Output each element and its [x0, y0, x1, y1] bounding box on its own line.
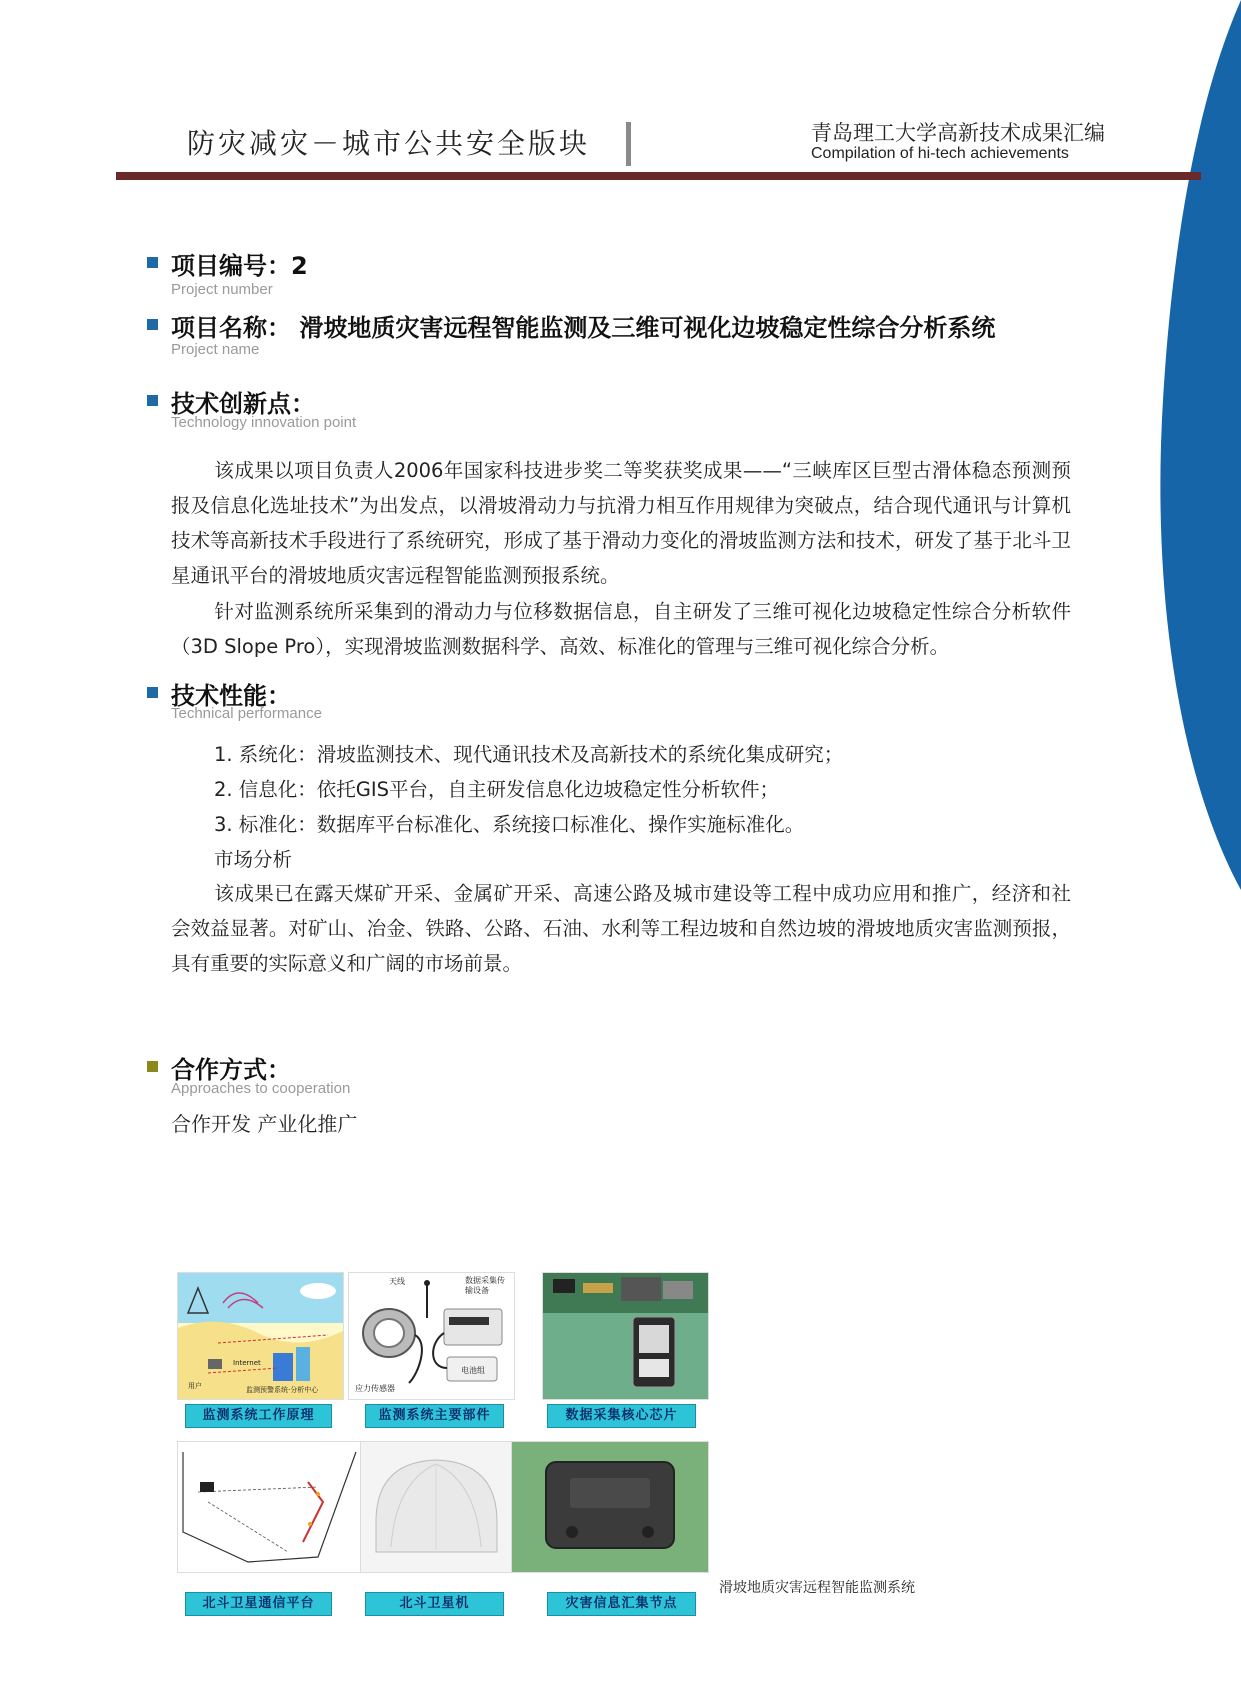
square-bullet-icon — [147, 257, 158, 268]
internet-label: Internet — [233, 1359, 261, 1367]
list-item: 1. 系统化：滑坡监测技术、现代通讯技术及高新技术的系统化集成研究； — [214, 743, 844, 766]
square-bullet-icon — [147, 1061, 158, 1072]
performance-label: 技术性能： — [171, 682, 291, 710]
battery-label: 电池组 — [461, 1366, 485, 1375]
satellite-platform-diagram — [177, 1441, 362, 1573]
stress-sensor-label: 应力传感器 — [355, 1384, 395, 1393]
square-bullet-icon — [147, 687, 158, 698]
performance-sub: Technical performance — [171, 705, 322, 722]
publication-title-en: Compilation of hi-tech achievements — [811, 145, 1069, 162]
info-node-photo — [511, 1441, 709, 1573]
project-name-sub: Project name — [171, 341, 260, 358]
square-bullet-icon — [147, 319, 158, 330]
header-rule — [116, 172, 1201, 180]
caption-core-chip: 数据采集核心芯片 — [547, 1404, 696, 1428]
project-number-label: 项目编号：2 — [171, 252, 308, 280]
working-principle-diagram — [177, 1272, 344, 1400]
market-paragraph-text: 该成果已在露天煤矿开采、金属矿开采、高速公路及城市建设等工程中成功应用和推广，经济和社会效益显著。对矿山、冶金、铁路、公路、石油、水利等工程边坡和自然边坡的滑坡地质灾害监测预报，具有重要的实际意义和广阔的市场前景。 — [171, 882, 1071, 975]
cooperation-value: 合作开发 产业化推广 — [171, 1112, 358, 1136]
decorative-blue-arc — [1151, 0, 1241, 900]
section-header-title: 防灾减灾－城市公共安全版块 — [187, 127, 591, 160]
center-label: 监测预警系统·分析中心 — [246, 1386, 319, 1394]
innovation-paragraph-2 — [171, 594, 1071, 664]
caption-working-principle: 监测系统工作原理 — [185, 1404, 332, 1428]
figure-caption: 滑坡地质灾害远程智能监测系统 — [719, 1580, 915, 1596]
user-label: 用户 — [188, 1382, 202, 1390]
caption-satellite-terminal: 北斗卫星机 — [365, 1592, 504, 1616]
publication-title-cn: 青岛理工大学高新技术成果汇编 — [811, 121, 1105, 145]
caption-satellite-platform: 北斗卫星通信平台 — [185, 1592, 332, 1616]
cooperation-sub: Approaches to cooperation — [171, 1080, 351, 1097]
main-components-photo — [348, 1272, 515, 1400]
caption-info-node: 灾害信息汇集节点 — [547, 1592, 696, 1616]
innovation-paragraph-2-text: 针对监测系统所采集到的滑动力与位移数据信息，自主研发了三维可视化边坡稳定性综合分析软件（3D Slope Pro），实现滑坡监测数据科学、高效、标准化的管理与三维可视化综合分析。 — [171, 600, 1071, 658]
innovation-paragraph-1-text: 该成果以项目负责人2006年国家科技进步奖二等奖获奖成果——“三峡库区巨型古滑体稳态预测预报及信息化选址技术”为出发点，以滑坡滑动力与抗滑力相互作用规律为突破点，结合现代通讯与计算机技术等高新技术手段进行了系统研究，形成了基于滑动力变化的滑坡监测方法和技术，研发了基于北斗卫星通讯平台的滑坡地质灾害远程智能监测预报系统。 — [171, 459, 1071, 587]
market-paragraph — [171, 876, 1071, 981]
list-item: 2. 信息化：依托GIS平台，自主研发信息化边坡稳定性分析软件； — [214, 778, 780, 801]
core-chip-photo — [542, 1272, 709, 1400]
data-device-label: 数据采集传输设备 — [465, 1276, 505, 1295]
photo-grid — [172, 1262, 707, 1624]
project-number-sub: Project number — [171, 281, 273, 298]
caption-main-components: 监测系统主要部件 — [365, 1404, 504, 1428]
cooperation-label: 合作方式： — [171, 1056, 291, 1084]
innovation-sub: Technology innovation point — [171, 414, 357, 431]
innovation-paragraph-1 — [171, 453, 1071, 593]
market-analysis-title: 市场分析 — [214, 848, 293, 871]
project-name-label: 项目名称： 滑坡地质灾害远程智能监测及三维可视化边坡稳定性综合分析系统 — [171, 314, 996, 342]
square-bullet-icon — [147, 395, 158, 406]
innovation-label: 技术创新点： — [171, 390, 315, 418]
header-divider — [626, 122, 631, 166]
list-item: 3. 标准化：数据库平台标准化、系统接口标准化、操作实施标准化。 — [214, 813, 805, 836]
antenna-label: 天线 — [389, 1277, 405, 1286]
satellite-terminal-photo — [360, 1441, 513, 1573]
